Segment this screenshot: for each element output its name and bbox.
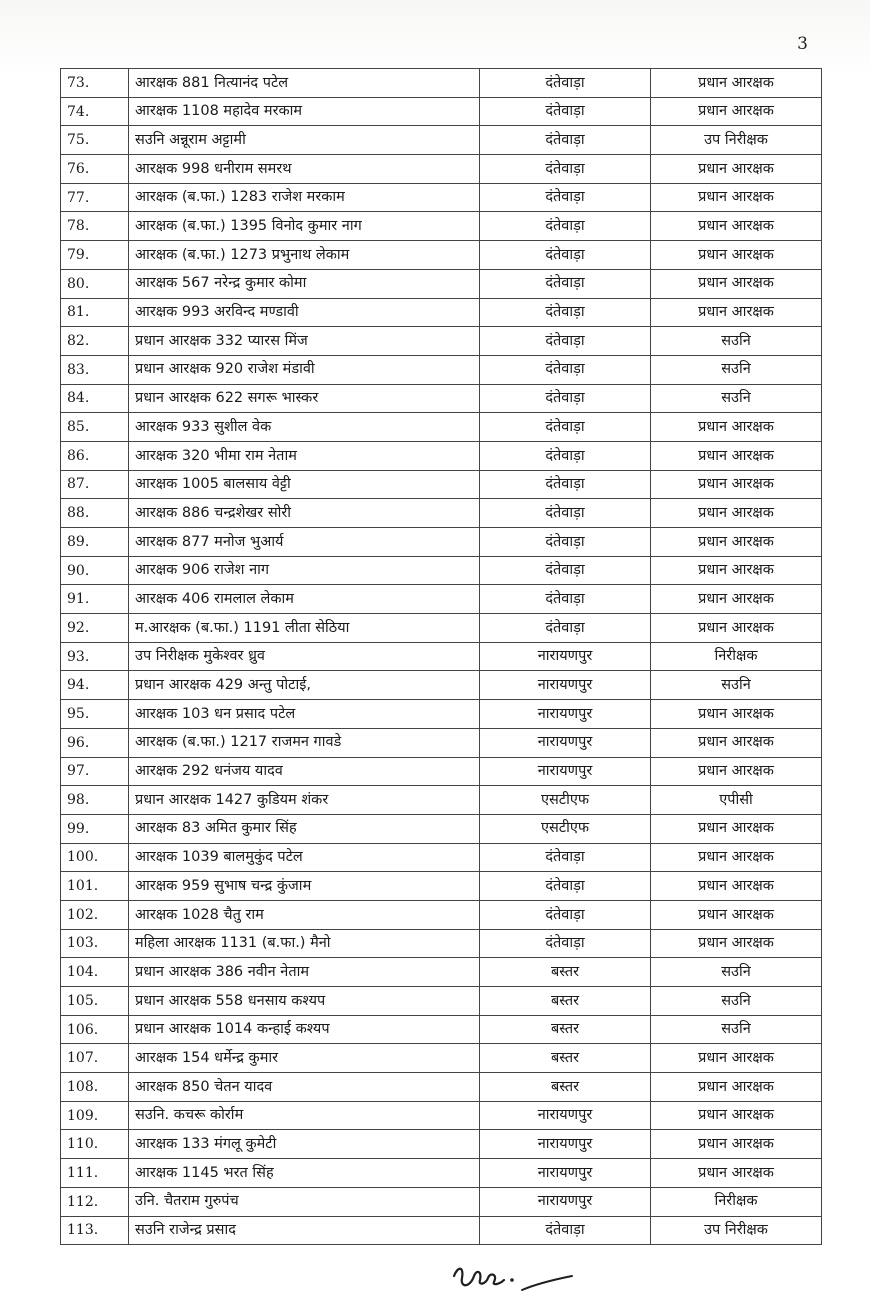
district-cell: नारायणपुर [480,1130,651,1159]
table-row [61,327,822,356]
serial-number-cell: 79. [61,241,129,270]
employee-name-cell: आरक्षक 133 मंगलू कुमेटी [129,1130,480,1159]
table-row [61,987,822,1016]
employee-name-cell: उप निरीक्षक मुकेश्वर ध्रुव [129,642,480,671]
promoted-post-cell: सउनि [651,958,822,987]
serial-number-cell: 94. [61,671,129,700]
serial-number-cell: 86. [61,441,129,470]
table-row [61,183,822,212]
promoted-post-cell: प्रधान आरक्षक [651,212,822,241]
table-row [61,413,822,442]
table-row [61,585,822,614]
promoted-post-cell: निरीक्षक [651,642,822,671]
handwritten-signature-icon [448,1262,588,1296]
employee-name-cell: आरक्षक (ब.फा.) 1283 राजेश मरकाम [129,183,480,212]
district-cell: बस्तर [480,987,651,1016]
promoted-post-cell: प्रधान आरक्षक [651,298,822,327]
employee-name-cell: आरक्षक 933 सुशील वेक [129,413,480,442]
serial-number-cell: 101. [61,872,129,901]
district-cell: दंतेवाड़ा [480,556,651,585]
employee-name-cell: उनि. चैतराम गुरुपंच [129,1187,480,1216]
employee-name-cell: आरक्षक 83 अमित कुमार सिंह [129,814,480,843]
district-cell: एसटीएफ [480,786,651,815]
serial-number-cell: 73. [61,69,129,98]
serial-number-cell: 102. [61,900,129,929]
employee-name-cell: आरक्षक 406 रामलाल लेकाम [129,585,480,614]
serial-number-cell: 95. [61,700,129,729]
serial-number-cell: 100. [61,843,129,872]
employee-name-cell: प्रधान आरक्षक 622 सगरू भास्कर [129,384,480,413]
serial-number-cell: 80. [61,269,129,298]
district-cell: बस्तर [480,958,651,987]
employee-name-cell: प्रधान आरक्षक 1427 कुडियम शंकर [129,786,480,815]
serial-number-cell: 98. [61,786,129,815]
district-cell: दंतेवाड़ा [480,929,651,958]
employee-name-cell: आरक्षक 154 धर्मेन्द्र कुमार [129,1044,480,1073]
promoted-post-cell: प्रधान आरक्षक [651,1130,822,1159]
promoted-post-cell: प्रधान आरक्षक [651,614,822,643]
page-number: 3 [797,34,808,54]
district-cell: दंतेवाड़ा [480,241,651,270]
table-row [61,786,822,815]
employee-name-cell: आरक्षक 1028 चैतु राम [129,900,480,929]
table-row [61,384,822,413]
promoted-post-cell: प्रधान आरक्षक [651,269,822,298]
serial-number-cell: 77. [61,183,129,212]
table-row [61,843,822,872]
district-cell: नारायणपुर [480,671,651,700]
table-row [61,126,822,155]
employee-name-cell: आरक्षक 1005 बालसाय वेट्टी [129,470,480,499]
table-row [61,212,822,241]
district-cell: दंतेवाड़ा [480,298,651,327]
table-row [61,441,822,470]
employee-name-cell: आरक्षक 998 धनीराम समरथ [129,155,480,184]
promoted-post-cell: प्रधान आरक्षक [651,183,822,212]
employee-name-cell: आरक्षक 906 राजेश नाग [129,556,480,585]
table-row [61,671,822,700]
serial-number-cell: 108. [61,1073,129,1102]
district-cell: बस्तर [480,1015,651,1044]
promoted-post-cell: प्रधान आरक्षक [651,843,822,872]
table-row [61,700,822,729]
serial-number-cell: 96. [61,728,129,757]
serial-number-cell: 75. [61,126,129,155]
table-row [61,872,822,901]
promoted-post-cell: उप निरीक्षक [651,126,822,155]
serial-number-cell: 82. [61,327,129,356]
district-cell: दंतेवाड़ा [480,126,651,155]
serial-number-cell: 81. [61,298,129,327]
district-cell: दंतेवाड़ा [480,212,651,241]
employee-name-cell: महिला आरक्षक 1131 (ब.फा.) मैनो [129,929,480,958]
promoted-post-cell: सउनि [651,327,822,356]
district-cell: दंतेवाड़ा [480,441,651,470]
district-cell: दंतेवाड़ा [480,384,651,413]
table-row [61,757,822,786]
promoted-post-cell: प्रधान आरक्षक [651,1159,822,1188]
district-cell: बस्तर [480,1044,651,1073]
employee-name-cell: प्रधान आरक्षक 332 प्यारस मिंज [129,327,480,356]
employee-name-cell: प्रधान आरक्षक 558 धनसाय कश्यप [129,987,480,1016]
district-cell: दंतेवाड़ा [480,413,651,442]
serial-number-cell: 107. [61,1044,129,1073]
promoted-post-cell: प्रधान आरक्षक [651,1073,822,1102]
table-row [61,728,822,757]
table-row [61,528,822,557]
serial-number-cell: 90. [61,556,129,585]
district-cell: दंतेवाड़ा [480,269,651,298]
table-row [61,900,822,929]
district-cell: दंतेवाड़ा [480,470,651,499]
serial-number-cell: 83. [61,355,129,384]
table-row [61,355,822,384]
table-row [61,642,822,671]
employee-name-cell: सउनि. कचरू कोर्राम [129,1101,480,1130]
promoted-post-cell: सउनि [651,1015,822,1044]
promoted-post-cell: उप निरीक्षक [651,1216,822,1245]
employee-name-cell: आरक्षक 959 सुभाष चन्द्र कुंजाम [129,872,480,901]
promoted-post-cell: प्रधान आरक्षक [651,241,822,270]
employee-name-cell: प्रधान आरक्षक 386 नवीन नेताम [129,958,480,987]
table-row [61,556,822,585]
employee-name-cell: प्रधान आरक्षक 1014 कन्हाई कश्यप [129,1015,480,1044]
employee-name-cell: आरक्षक 292 धनंजय यादव [129,757,480,786]
district-cell: एसटीएफ [480,814,651,843]
promoted-post-cell: प्रधान आरक्षक [651,872,822,901]
district-cell: दंतेवाड़ा [480,843,651,872]
promoted-post-cell: सउनि [651,987,822,1016]
serial-number-cell: 89. [61,528,129,557]
promotion-roster-table [60,68,822,1245]
district-cell: बस्तर [480,1073,651,1102]
promoted-post-cell: प्रधान आरक्षक [651,413,822,442]
table-row [61,499,822,528]
employee-name-cell: आरक्षक 1145 भरत सिंह [129,1159,480,1188]
table-row [61,1015,822,1044]
serial-number-cell: 112. [61,1187,129,1216]
promoted-post-cell: प्रधान आरक्षक [651,528,822,557]
promoted-post-cell: प्रधान आरक्षक [651,499,822,528]
serial-number-cell: 109. [61,1101,129,1130]
promoted-post-cell: प्रधान आरक्षक [651,700,822,729]
table-row [61,241,822,270]
district-cell: दंतेवाड़ा [480,327,651,356]
employee-name-cell: आरक्षक 886 चन्द्रशेखर सोरी [129,499,480,528]
employee-name-cell: आरक्षक 993 अरविन्द मण्डावी [129,298,480,327]
district-cell: दंतेवाड़ा [480,97,651,126]
table-row [61,929,822,958]
district-cell: दंतेवाड़ा [480,585,651,614]
district-cell: दंतेवाड़ा [480,69,651,98]
serial-number-cell: 88. [61,499,129,528]
employee-name-cell: आरक्षक (ब.फा.) 1273 प्रभुनाथ लेकाम [129,241,480,270]
serial-number-cell: 87. [61,470,129,499]
promoted-post-cell: प्रधान आरक्षक [651,814,822,843]
serial-number-cell: 76. [61,155,129,184]
district-cell: नारायणपुर [480,757,651,786]
employee-name-cell: आरक्षक 881 नित्यानंद पटेल [129,69,480,98]
table-row [61,814,822,843]
promoted-post-cell: प्रधान आरक्षक [651,900,822,929]
district-cell: नारायणपुर [480,1159,651,1188]
employee-name-cell: आरक्षक 1039 बालमुकुंद पटेल [129,843,480,872]
district-cell: दंतेवाड़ा [480,499,651,528]
serial-number-cell: 74. [61,97,129,126]
table-row [61,269,822,298]
employee-name-cell: आरक्षक 103 धन प्रसाद पटेल [129,700,480,729]
promoted-post-cell: निरीक्षक [651,1187,822,1216]
promoted-post-cell: प्रधान आरक्षक [651,1044,822,1073]
promoted-post-cell: एपीसी [651,786,822,815]
serial-number-cell: 93. [61,642,129,671]
employee-name-cell: आरक्षक 1108 महादेव मरकाम [129,97,480,126]
employee-name-cell: प्रधान आरक्षक 429 अन्तु पोटाई, [129,671,480,700]
district-cell: दंतेवाड़ा [480,183,651,212]
serial-number-cell: 99. [61,814,129,843]
table-row [61,1159,822,1188]
serial-number-cell: 97. [61,757,129,786]
promoted-post-cell: प्रधान आरक्षक [651,728,822,757]
district-cell: दंतेवाड़ा [480,355,651,384]
serial-number-cell: 84. [61,384,129,413]
table-row [61,1130,822,1159]
roster-body [61,69,822,1245]
district-cell: दंतेवाड़ा [480,155,651,184]
district-cell: नारायणपुर [480,1187,651,1216]
serial-number-cell: 92. [61,614,129,643]
serial-number-cell: 104. [61,958,129,987]
promoted-post-cell: प्रधान आरक्षक [651,556,822,585]
promoted-post-cell: प्रधान आरक्षक [651,441,822,470]
promoted-post-cell: प्रधान आरक्षक [651,155,822,184]
serial-number-cell: 113. [61,1216,129,1245]
employee-name-cell: प्रधान आरक्षक 920 राजेश मंडावी [129,355,480,384]
promoted-post-cell: प्रधान आरक्षक [651,470,822,499]
employee-name-cell: आरक्षक (ब.फा.) 1395 विनोद कुमार नाग [129,212,480,241]
district-cell: दंतेवाड़ा [480,872,651,901]
table-row [61,155,822,184]
promoted-post-cell: प्रधान आरक्षक [651,97,822,126]
employee-name-cell: सउनि राजेन्द्र प्रसाद [129,1216,480,1245]
serial-number-cell: 110. [61,1130,129,1159]
table-row [61,1216,822,1245]
table-row [61,298,822,327]
district-cell: नारायणपुर [480,642,651,671]
district-cell: दंतेवाड़ा [480,528,651,557]
employee-name-cell: सउनि अन्नूराम अट्टामी [129,126,480,155]
district-cell: दंतेवाड़ा [480,1216,651,1245]
table-row [61,614,822,643]
promoted-post-cell: सउनि [651,671,822,700]
serial-number-cell: 111. [61,1159,129,1188]
promoted-post-cell: प्रधान आरक्षक [651,69,822,98]
district-cell: दंतेवाड़ा [480,614,651,643]
table-row [61,1187,822,1216]
serial-number-cell: 105. [61,987,129,1016]
promoted-post-cell: सउनि [651,384,822,413]
table-row [61,470,822,499]
employee-name-cell: आरक्षक 320 भीमा राम नेताम [129,441,480,470]
employee-name-cell: आरक्षक 850 चेतन यादव [129,1073,480,1102]
table-row [61,69,822,98]
district-cell: नारायणपुर [480,728,651,757]
district-cell: दंतेवाड़ा [480,900,651,929]
serial-number-cell: 106. [61,1015,129,1044]
serial-number-cell: 103. [61,929,129,958]
table-row [61,1073,822,1102]
district-cell: नारायणपुर [480,700,651,729]
serial-number-cell: 78. [61,212,129,241]
table-row [61,1044,822,1073]
employee-name-cell: आरक्षक (ब.फा.) 1217 राजमन गावडे [129,728,480,757]
serial-number-cell: 85. [61,413,129,442]
promoted-post-cell: प्रधान आरक्षक [651,929,822,958]
employee-name-cell: आरक्षक 877 मनोज भुआर्य [129,528,480,557]
promoted-post-cell: सउनि [651,355,822,384]
district-cell: नारायणपुर [480,1101,651,1130]
serial-number-cell: 91. [61,585,129,614]
table-row [61,97,822,126]
table-row [61,1101,822,1130]
promoted-post-cell: प्रधान आरक्षक [651,585,822,614]
employee-name-cell: आरक्षक 567 नरेन्द्र कुमार कोमा [129,269,480,298]
employee-name-cell: म.आरक्षक (ब.फा.) 1191 लीता सेठिया [129,614,480,643]
table-row [61,958,822,987]
promoted-post-cell: प्रधान आरक्षक [651,757,822,786]
promoted-post-cell: प्रधान आरक्षक [651,1101,822,1130]
